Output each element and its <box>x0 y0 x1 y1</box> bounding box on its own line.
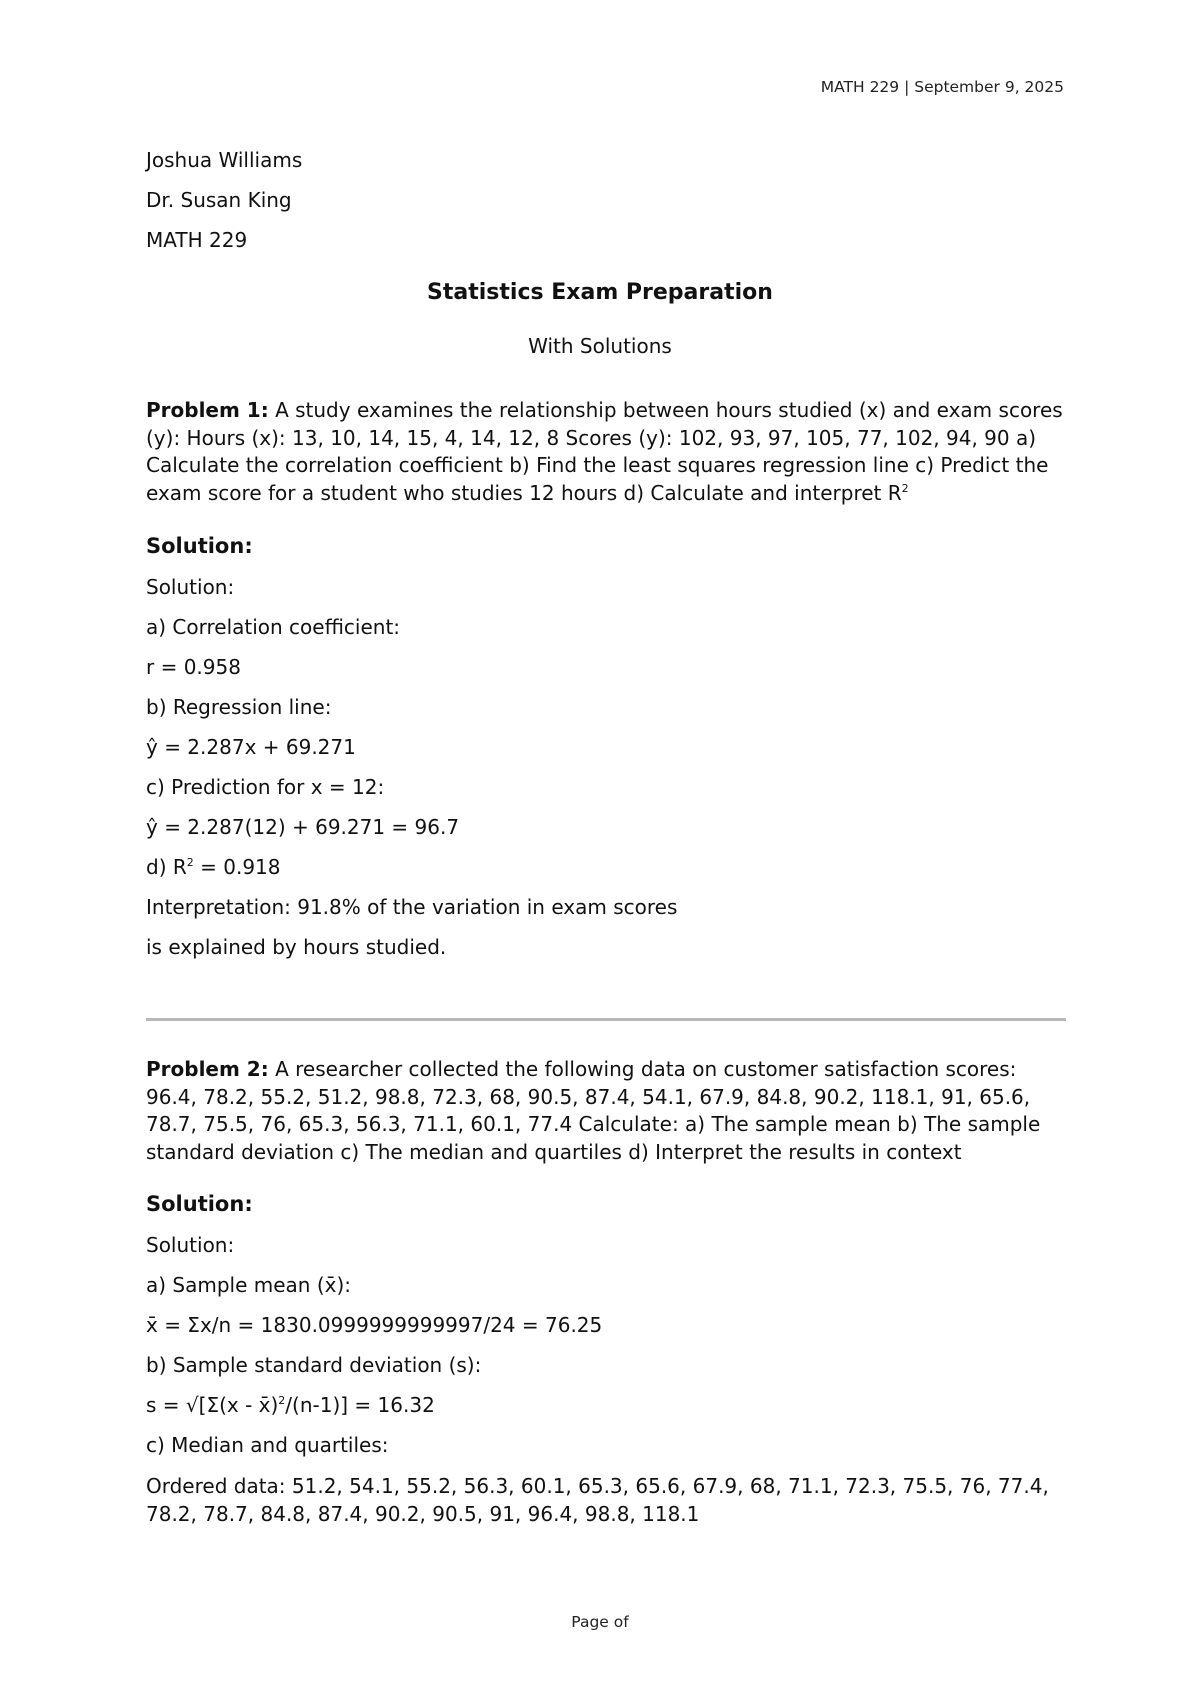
student-name: Joshua Williams <box>146 148 303 172</box>
problem-2 <box>146 1056 1066 1166</box>
solution-1-line: is explained by hours studied. <box>146 935 447 959</box>
std-dev-superscript: 2 <box>278 1394 286 1407</box>
solution-1-line: b) Regression line: <box>146 695 332 719</box>
page-header: MATH 229 | September 9, 2025 <box>820 78 1064 96</box>
section-divider <box>146 1018 1066 1021</box>
ordered-data: Ordered data: 51.2, 54.1, 55.2, 56.3, 60.1, 65.3, 65.6, 67.9, 68, 71.1, 72.3, 75.5, 76, 77.4, 78.2, 78.7, 84.8, 87.4, 90.2, 90.5, 91, 96.4, 98.8, 118.1 <box>146 1474 1049 1526</box>
document-subtitle: With Solutions <box>528 334 672 358</box>
problem-2-label: Problem 2: <box>146 1057 269 1081</box>
solution-2-line: c) Median and quartiles: <box>146 1433 389 1457</box>
solution-1-heading: Solution: <box>146 534 253 558</box>
solution-2-line: x̄ = Σx/n = 1830.0999999999997/24 = 76.25 <box>146 1313 603 1337</box>
solution-2-line <box>146 1393 435 1417</box>
r-squared-superscript: 2 <box>186 856 194 869</box>
solution-1-line: Solution: <box>146 575 235 599</box>
solution-2-heading: Solution: <box>146 1192 253 1216</box>
problem-2-text: A researcher collected the following data on customer satisfaction scores: 96.4, 78.2, 55.2, 51.2, 98.8, 72.3, 68, 90.5, 87.4, 54.1, 67.9, 84.8, 90.2, 118.1, 91, 65.6, 78.7, 75.5, 76, 65.3, 56.3, 71.1, 60.1, 77.4 Calculate: a) The sample mean b) The sample standard deviation c) The median and quartiles d) Interpret the results in context <box>146 1057 1041 1164</box>
solution-1-line: c) Prediction for x = 12: <box>146 775 385 799</box>
instructor-name: Dr. Susan King <box>146 188 292 212</box>
solution-1-line: a) Correlation coefficient: <box>146 615 401 639</box>
solution-1-line: Interpretation: 91.8% of the variation in exam scores <box>146 895 678 919</box>
course-code: MATH 229 <box>146 228 248 252</box>
solution-2-line: b) Sample standard deviation (s): <box>146 1353 482 1377</box>
page-footer: Page of <box>571 1613 629 1631</box>
problem-1-superscript: 2 <box>901 481 909 495</box>
solution-1-line: r = 0.958 <box>146 655 241 679</box>
solution-1-line: ŷ = 2.287(12) + 69.271 = 96.7 <box>146 815 460 839</box>
solution-1-line: ŷ = 2.287x + 69.271 <box>146 735 356 759</box>
solution-1-line <box>146 855 281 879</box>
problem-1 <box>146 397 1066 507</box>
r-squared-value: = 0.918 <box>193 855 281 879</box>
r-squared-prefix: d) R <box>146 855 187 879</box>
std-dev-prefix: s = √[Σ(x - x̄) <box>146 1393 279 1417</box>
solution-2-line: Solution: <box>146 1233 235 1257</box>
problem-1-label: Problem 1: <box>146 398 269 422</box>
problem-1-text: A study examines the relationship between hours studied (x) and exam scores (y): Hours (x): 13, 10, 14, 15, 4, 14, 12, 8 Scores (y): 102, 93, 97, 105, 77, 102, 94, 90 a) Calculate the correlation coefficient b) Find the least squares regression line c) Predict the exam score for a student who studies 12 hours d) Calculate and interpret R <box>146 398 1063 505</box>
std-dev-value: /(n-1)] = 16.32 <box>285 1393 435 1417</box>
document-title: Statistics Exam Preparation <box>427 280 773 305</box>
solution-2-line: a) Sample mean (x̄): <box>146 1273 352 1297</box>
